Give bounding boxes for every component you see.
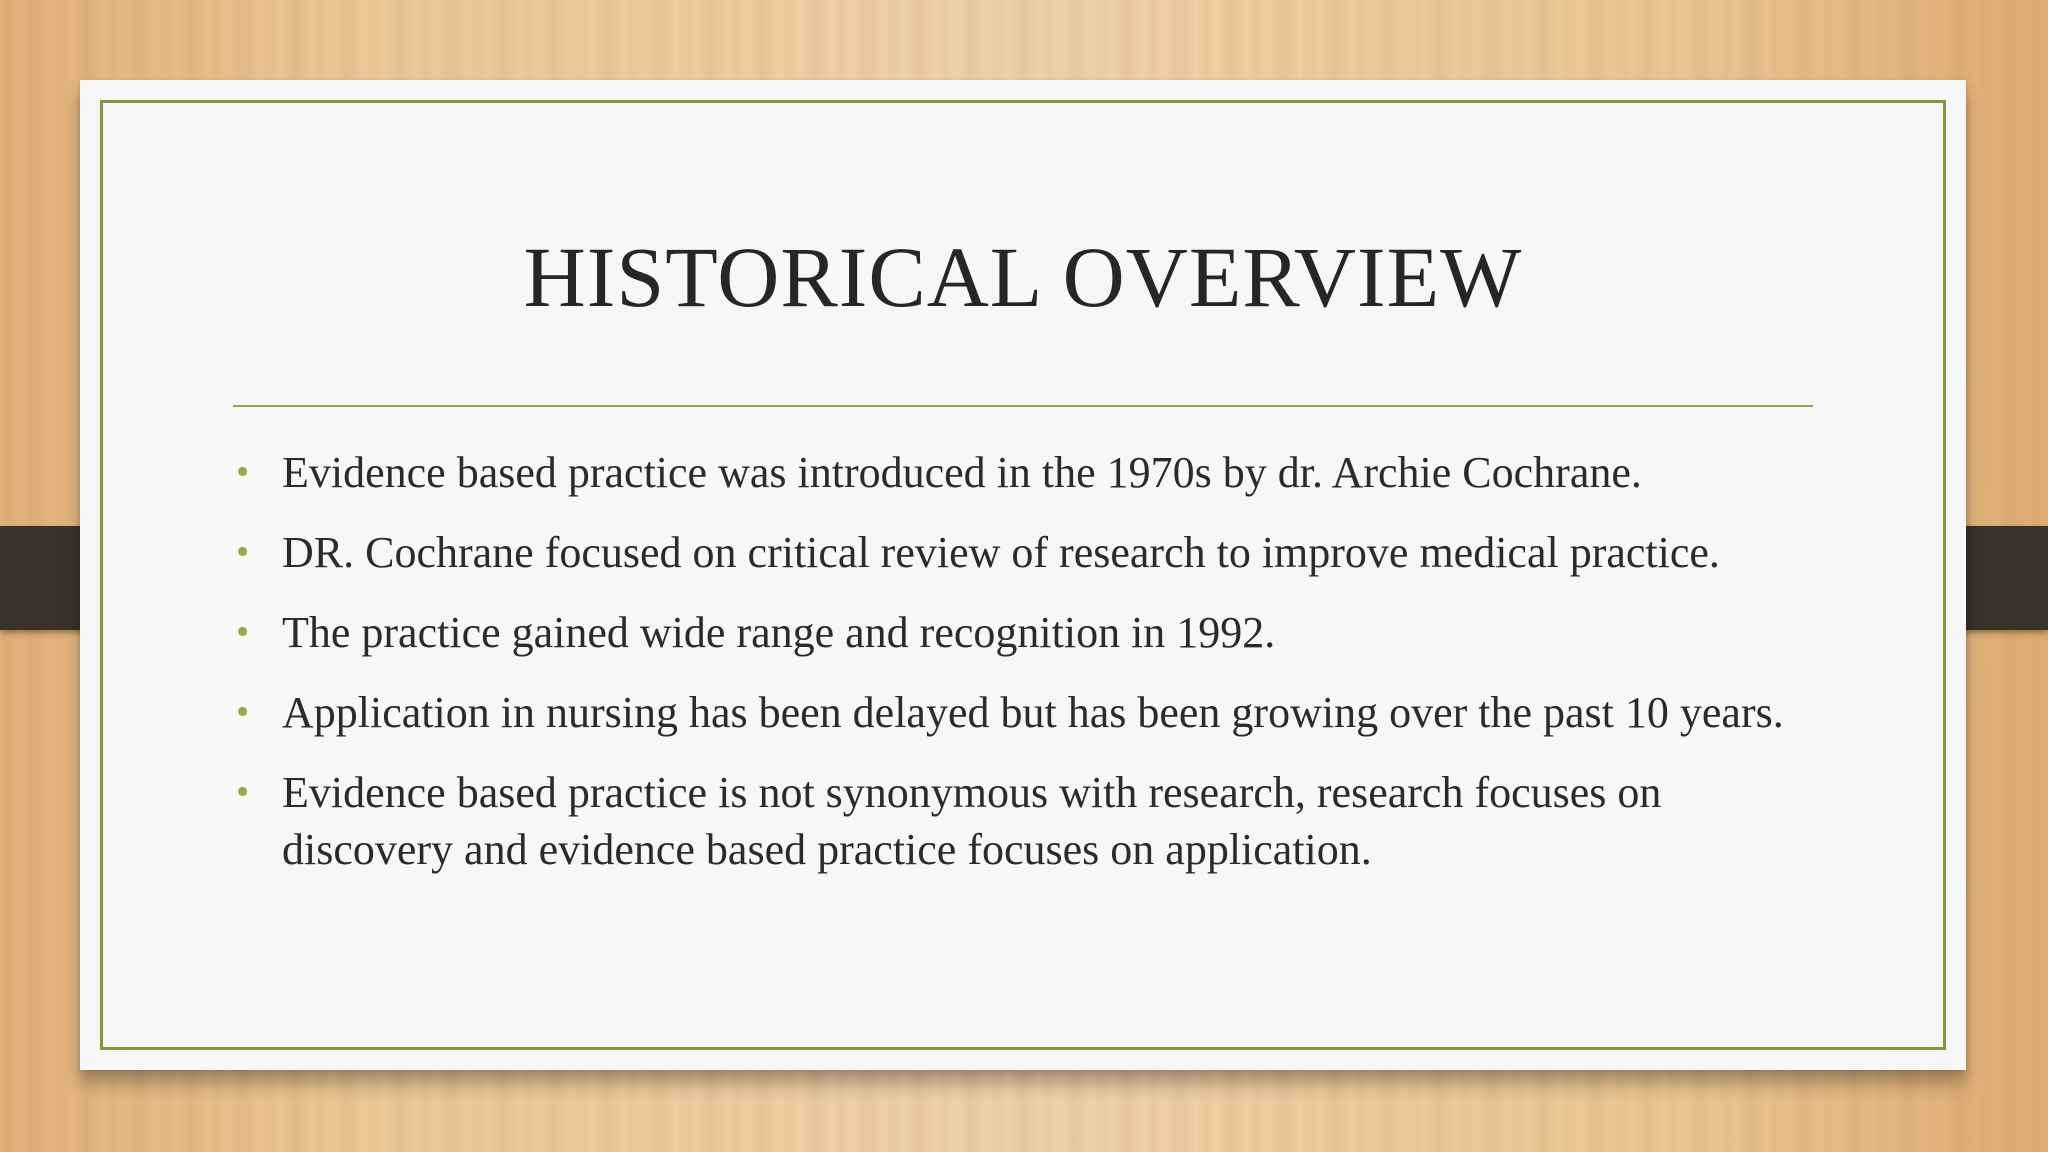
bullet-icon: • bbox=[236, 691, 250, 733]
bullet-icon: • bbox=[236, 611, 250, 653]
bullet-icon: • bbox=[236, 531, 250, 573]
list-item bbox=[233, 604, 1793, 661]
list-item bbox=[233, 764, 1793, 878]
bullet-text: Evidence based practice was introduced in the 1970s by dr. Archie Cochrane. bbox=[282, 448, 1642, 497]
list-item bbox=[233, 684, 1793, 741]
bullet-list bbox=[233, 444, 1793, 901]
bullet-icon: • bbox=[236, 451, 250, 493]
bullet-text: Evidence based practice is not synonymous with research, research focuses on discovery and evidence based practice focuses on application. bbox=[282, 768, 1662, 874]
bullet-text: DR. Cochrane focused on critical review of research to improve medical practice. bbox=[282, 528, 1720, 577]
bullet-text: Application in nursing has been delayed but has been growing over the past 10 years. bbox=[282, 688, 1784, 737]
title-divider bbox=[233, 405, 1813, 407]
list-item bbox=[233, 444, 1793, 501]
slide-card bbox=[80, 80, 1966, 1070]
bullet-icon: • bbox=[236, 771, 250, 813]
bullet-text: The practice gained wide range and recognition in 1992. bbox=[282, 608, 1276, 657]
slide-title: HISTORICAL OVERVIEW bbox=[523, 229, 1523, 325]
list-item bbox=[233, 524, 1793, 581]
